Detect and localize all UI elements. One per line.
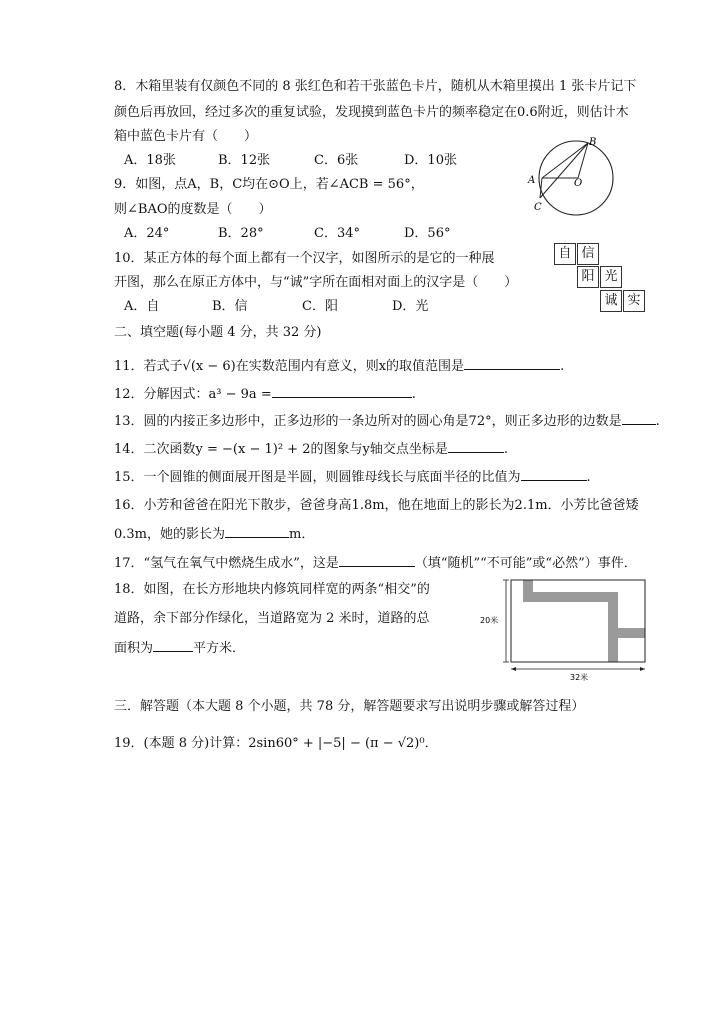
q9-line1: 9．如图，点A，B，C均在⊙O上，若∠ACB = 56°， [114,177,424,192]
q12-end: . [411,387,416,402]
q11 [114,357,564,376]
q17-tail: （填“随机”“不可能”或“必然”）事件． [414,556,637,571]
net-cell: 信 [577,243,599,265]
q9-line2: 则∠BAO的度数是（ ） [114,202,272,217]
circle-figure [522,136,622,220]
q11-end: . [560,359,565,374]
figure-height-label: 20米 [480,616,499,625]
q10-option-b: B．信 [212,299,248,314]
q13-end: . [655,414,660,429]
road-figure [478,576,650,684]
q16-line2 [114,525,314,544]
q12-text: 12．分解因式：a³ − 9a = [114,387,272,402]
q17-answer-blank[interactable] [339,554,415,567]
q14-text: 14．二次函数y = −(x − 1)² + 2的图象与y轴交点坐标是 [114,442,448,457]
figure-label-a: A [528,175,536,186]
q8-option-d: D．10张 [404,153,457,168]
q16-text: 0.3m，她的影长为 [114,527,226,542]
q13-answer-blank[interactable] [622,412,656,425]
q15 [114,468,591,487]
q8-line3: 箱中蓝色卡片有（ ） [114,129,258,144]
q14-answer-blank[interactable] [448,440,504,453]
q10-option-a: A．自 [124,299,160,314]
q10-option-d: D．光 [392,299,429,314]
q11-answer-blank[interactable] [464,357,560,370]
section2-title: 二、填空题(每小题 4 分，共 32 分) [114,325,322,340]
q16-unit: m． [289,527,315,542]
q15-text: 15．一个圆锥的侧面展开图是半圆，则圆锥母线长与底面半径的比值为 [114,470,521,485]
q9-option-d: D．56° [404,226,451,241]
q9-option-c: C．34° [314,226,360,241]
q18-line3 [114,639,245,658]
q10-line1: 10．某正方体的每个面上都有一个汉字，如图所示的是它的一种展 [114,251,495,266]
net-cell: 阳 [577,266,599,288]
figure-width-label: 32米 [570,673,589,682]
q16-answer-blank[interactable] [225,525,289,538]
q18-line2: 道路，余下部分作绿化，当道路宽为 2 米时，道路的总 [114,611,430,626]
q12 [114,385,416,404]
net-cell: 自 [554,243,576,265]
q8-option-a: A．18张 [124,153,176,168]
q19: 19．(本题 8 分)计算：2sin60° + |−5| − (π − √2)⁰． [114,736,438,751]
net-cell: 实 [623,290,645,312]
q14-end: . [503,442,508,457]
q9-option-b: B．28° [218,226,264,241]
q17-text: 17．“氢气在氧气中燃烧生成水”，这是 [114,556,339,571]
q18-line1: 18．如图，在长方形地块内修筑同样宽的两条“相交”的 [114,582,430,597]
q10-option-c: C．阳 [302,299,338,314]
q8-option-c: C．6张 [314,153,359,168]
q14 [114,440,508,459]
q13 [114,412,660,431]
q9-option-a: A．24° [124,226,170,241]
net-cell: 诚 [600,290,622,312]
q17 [114,554,637,573]
q15-answer-blank[interactable] [521,468,587,481]
q10-line2: 开图，那么在原正方体中，与“诚”字所在面相对面上的汉字是（ ） [114,275,518,290]
q11-text: 11．若式子√(x − 6)在实数范围内有意义，则x的取值范围是 [114,359,465,374]
q15-end: . [586,470,591,485]
q18-unit: 平方米． [193,641,246,656]
q13-text: 13．圆的内接正多边形中，正多边形的一条边所对的圆心角是72°，则正多边形的边数是 [114,414,622,429]
figure-label-b: B [589,137,597,148]
q18-answer-blank[interactable] [153,639,193,652]
q8-option-b: B．12张 [218,153,271,168]
q8-line2: 颜色后再放回，经过多次的重复试验，发现摸到蓝色卡片的频率稳定在0.6附近，则估计木 [114,105,629,120]
q12-answer-blank[interactable] [272,385,412,398]
q8-line1: 8．木箱里装有仅颜色不同的 8 张红色和若干张蓝色卡片，随机从木箱里摸出 1 张卡片记下 [114,79,637,94]
q16-line1: 16．小芳和爸爸在阳光下散步，爸爸身高1.8m，他在地面上的影长为2.1m．小芳比爸爸矮 [114,498,639,513]
net-cell: 光 [600,266,622,288]
section3-title: 三．解答题（本大题 8 个小题，共 78 分，解答题要求写出说明步骤或解答过程） [114,699,585,714]
figure-label-o: O [574,178,583,189]
figure-label-c: C [534,202,542,213]
q18-text: 面积为 [114,641,154,656]
